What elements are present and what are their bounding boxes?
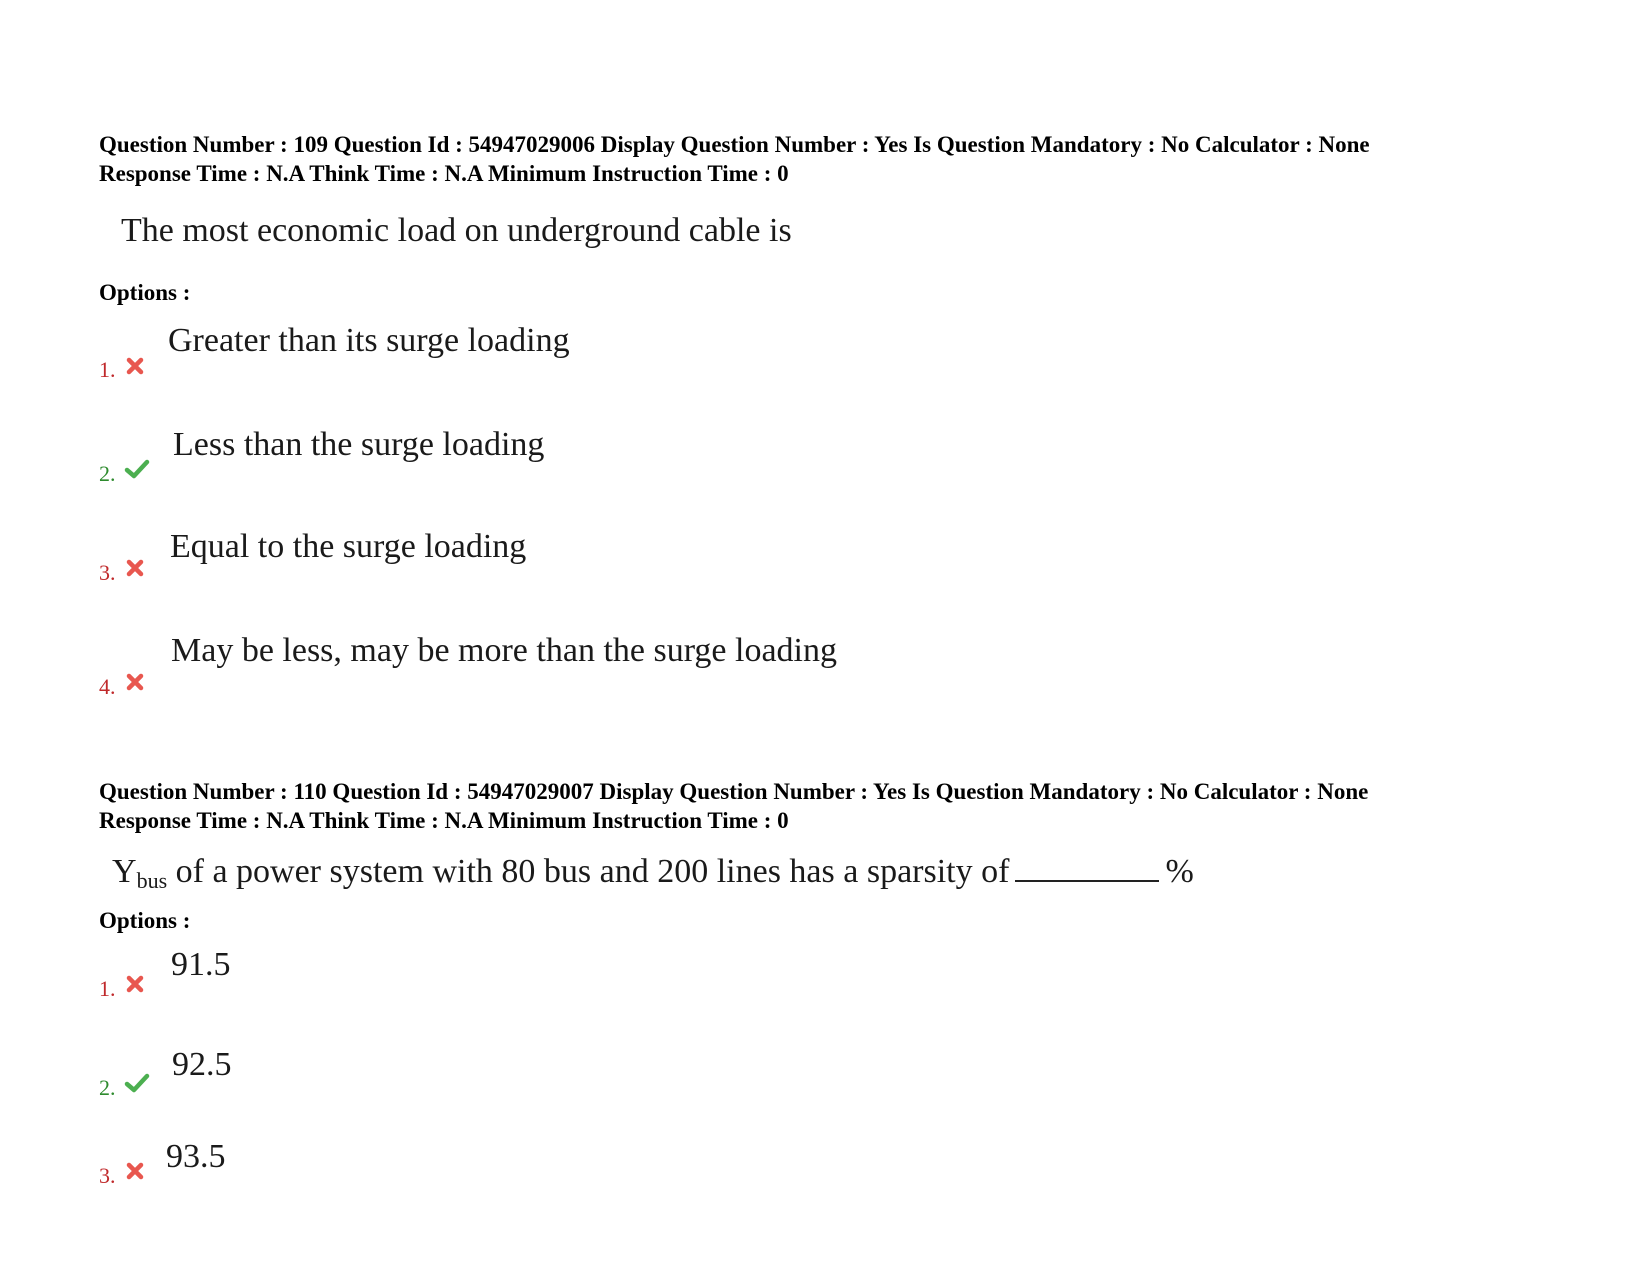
cross-mark-icon bbox=[124, 355, 146, 377]
question-meta bbox=[99, 777, 1368, 835]
options-label: Options : bbox=[99, 280, 191, 305]
check-mark-icon bbox=[124, 458, 150, 480]
stem-subscript: bus bbox=[136, 868, 168, 893]
check-mark-icon bbox=[124, 1072, 150, 1094]
cross-mark-icon bbox=[124, 671, 146, 693]
question-stem bbox=[112, 850, 1194, 894]
option-text: 91.5 bbox=[171, 946, 231, 983]
answer-blank bbox=[1015, 850, 1159, 882]
question-meta-line2: Response Time : N.A Think Time : N.A Minimum Instruction Time : 0 bbox=[99, 161, 789, 186]
question-meta-line1: Question Number : 109 Question Id : 54947029006 Display Question Number : Yes Is Question Mandatory : No Calculator : None bbox=[99, 132, 1370, 157]
stem-symbol: Y bbox=[112, 853, 137, 890]
option-text: May be less, may be more than the surge loading bbox=[171, 632, 837, 669]
cross-mark-icon bbox=[124, 973, 146, 995]
option-text: Equal to the surge loading bbox=[170, 528, 527, 565]
stem-text: of a power system with 80 bus and 200 lines has a sparsity of bbox=[167, 853, 1010, 890]
question-meta-line2: Response Time : N.A Think Time : N.A Minimum Instruction Time : 0 bbox=[99, 808, 789, 833]
question-stem: The most economic load on underground cable is bbox=[121, 212, 792, 249]
option-text: 92.5 bbox=[172, 1046, 232, 1083]
question-meta-line1: Question Number : 110 Question Id : 54947029007 Display Question Number : Yes Is Question Mandatory : No Calculator : None bbox=[99, 779, 1369, 804]
option-number: 1. bbox=[99, 357, 116, 382]
option-number: 2. bbox=[99, 461, 116, 486]
cross-mark-icon bbox=[124, 557, 146, 579]
option-text: Less than the surge loading bbox=[173, 426, 545, 463]
options-label: Options : bbox=[99, 908, 191, 933]
option-text: 93.5 bbox=[166, 1138, 226, 1175]
option-text: Greater than its surge loading bbox=[168, 322, 570, 359]
cross-mark-icon bbox=[124, 1160, 146, 1182]
option-number: 3. bbox=[99, 1163, 116, 1188]
option-number: 4. bbox=[99, 674, 116, 699]
option-number: 2. bbox=[99, 1075, 116, 1100]
question-meta bbox=[99, 130, 1370, 188]
stem-unit: % bbox=[1165, 853, 1194, 890]
option-number: 1. bbox=[99, 976, 116, 1001]
option-number: 3. bbox=[99, 560, 116, 585]
